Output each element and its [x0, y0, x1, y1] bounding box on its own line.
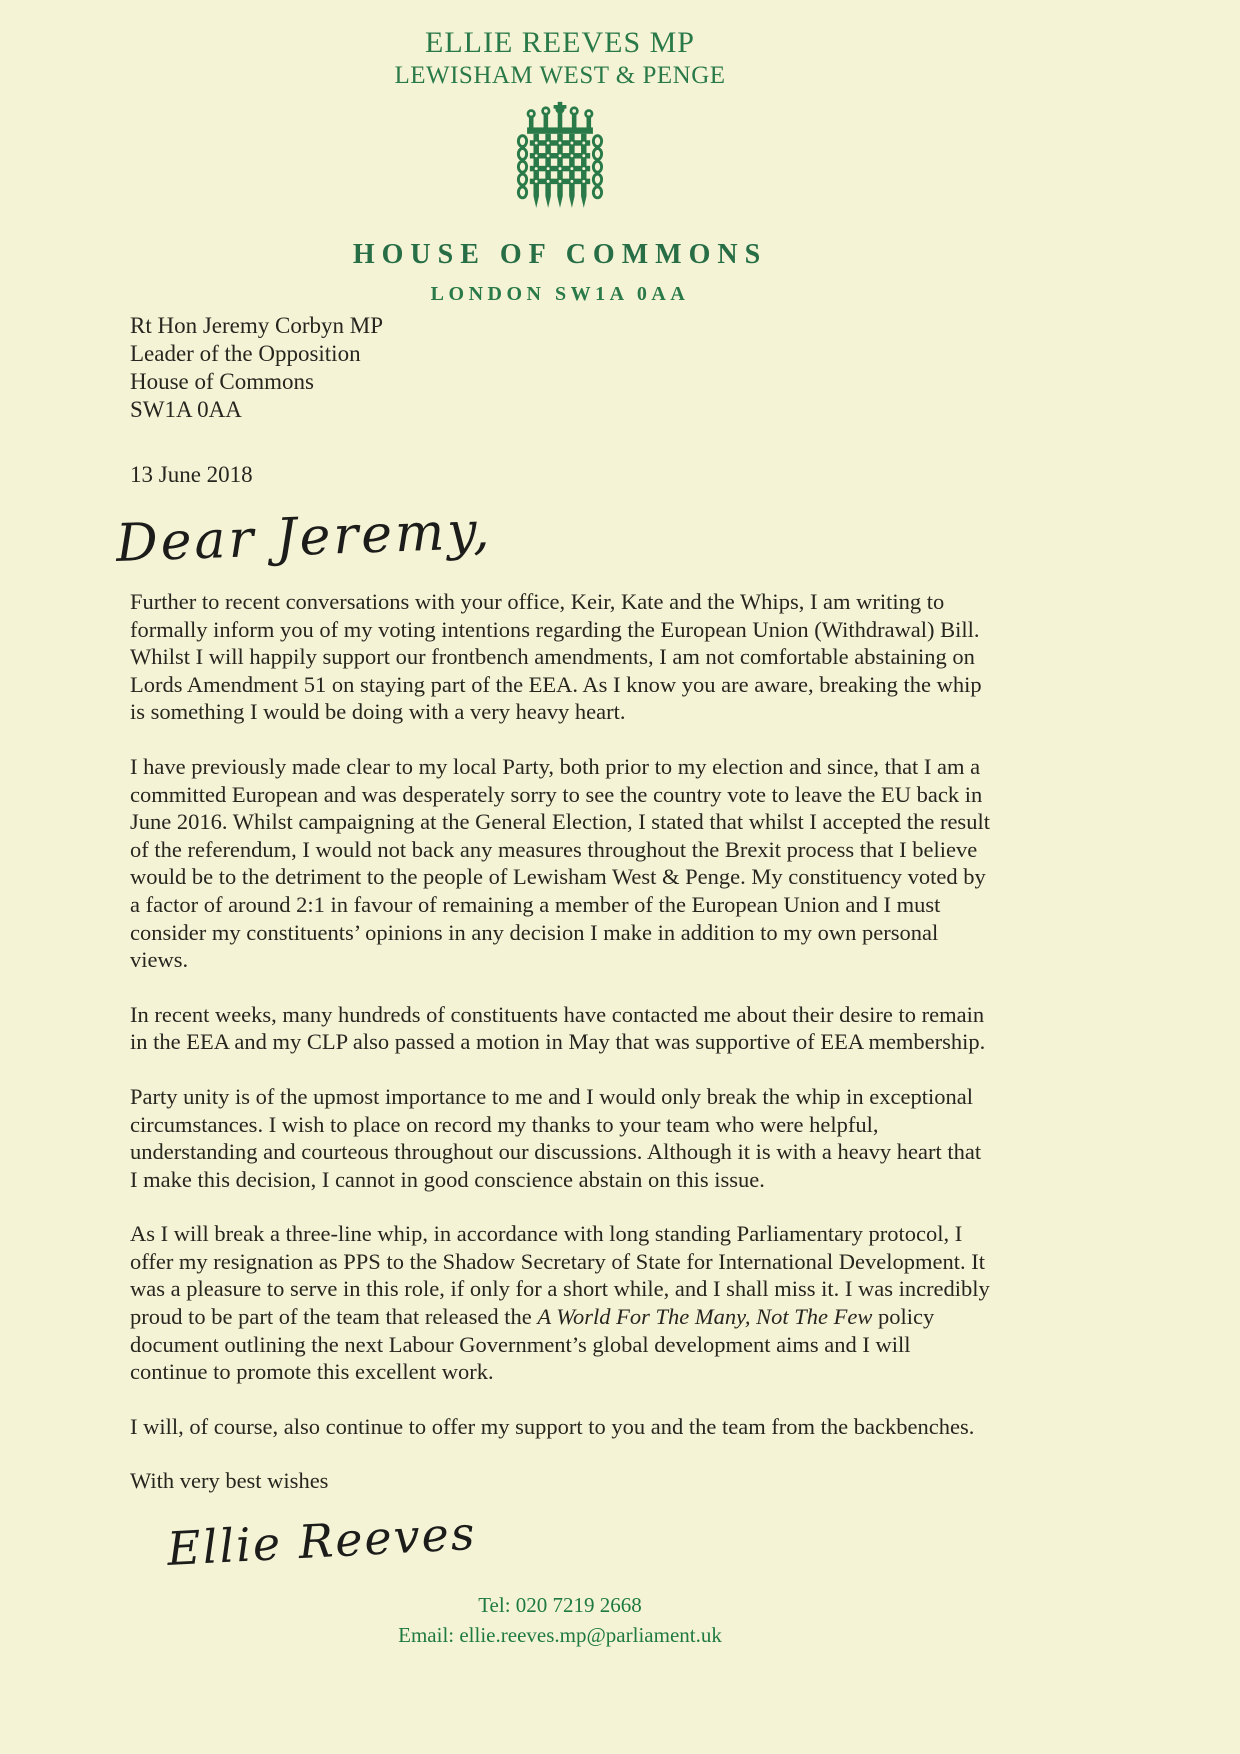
paragraph-text: As I will break a three-line whip, in accordance with long standing Parliamentary protocol, I offer my resignation as PPS to the Shadow Secretary of State for International Development. It was a pleasure to serve in this role, if only for a short while, and I shall miss it. I was incredibly proud to be part of the team that released the	[130, 1221, 990, 1330]
recipient-block	[130, 312, 1240, 424]
signature-handwritten: Ellie Reeves	[165, 1505, 478, 1577]
paragraph: Further to recent conversations with your office, Keir, Kate and the Whips, I am writing to formally inform you of my voting intentions regarding the European Union (Withdrawal) Bill. Whilst I will happily support our frontbench amendments, I am not comfortable abstaining on Lords Amendment 51 on staying part of the EEA. As I know you are aware, breaking the whip is something I would be doing with a very heavy heart.	[130, 589, 982, 725]
letter-body	[130, 588, 990, 1495]
recipient-line: Leader of the Opposition	[130, 341, 361, 366]
letterhead	[0, 26, 1120, 306]
footer-email: Email: ellie.reeves.mp@parliament.uk	[398, 1623, 722, 1648]
footer-contact	[0, 1590, 1120, 1650]
paragraph: In recent weeks, many hundreds of constituents have contacted me about their desire to remain in the EEA and my CLP also passed a motion in May that was supportive of EEA membership.	[130, 1001, 986, 1055]
paragraph-text: policy document outlining the next Labour Government’s global development aims and I will continue to promote this excellent work.	[130, 1304, 935, 1385]
recipient-line: House of Commons	[130, 369, 314, 394]
house-of-commons-title: HOUSE OF COMMONS	[352, 239, 768, 270]
mp-name: ELLIE REEVES MP	[425, 26, 695, 59]
recipient-line: SW1A 0AA	[130, 397, 242, 422]
paragraph: I will, of course, also continue to offer my support to you and the team from the backbenches.	[130, 1413, 975, 1439]
letter-date: 13 June 2018	[130, 462, 253, 487]
closing-line: With very best wishes	[130, 1468, 329, 1494]
letterhead-address: LONDON SW1A 0AA	[430, 283, 690, 305]
paragraph	[130, 1220, 990, 1386]
footer-tel: Tel: 020 7219 2668	[478, 1593, 642, 1618]
portcullis-crown-icon	[0, 100, 1120, 233]
paragraph: I have previously made clear to my local Party, both prior to my election and since, that I am a committed European and was desperately sorry to see the country vote to leave the EU back in June 2016. Whilst campaigning at the General Election, I stated that whilst I accepted the result of the referendum, I would not back any measures throughout the Brexit process that I believe would be to the detriment to the people of Lewisham West & Penge. My constituency voted by a factor of around 2:1 in favour of remaining a member of the European Union and I must consider my constituents’ opinions in any decision I make in addition to my own personal views.	[130, 753, 990, 973]
constituency: LEWISHAM WEST & PENGE	[394, 62, 726, 89]
paragraph: Party unity is of the upmost importance to me and I would only break the whip in exceptional circumstances. I wish to place on record my thanks to your team who were helpful, understanding and courteous throughout our discussions. Although it is with a heavy heart that I make this decision, I cannot in good conscience abstain on this issue.	[130, 1083, 982, 1192]
recipient-line: Rt Hon Jeremy Corbyn MP	[130, 313, 383, 338]
salutation-handwritten: Dear Jeremy,	[114, 500, 494, 574]
policy-document-title: A World For The Many, Not The Few	[537, 1304, 873, 1330]
